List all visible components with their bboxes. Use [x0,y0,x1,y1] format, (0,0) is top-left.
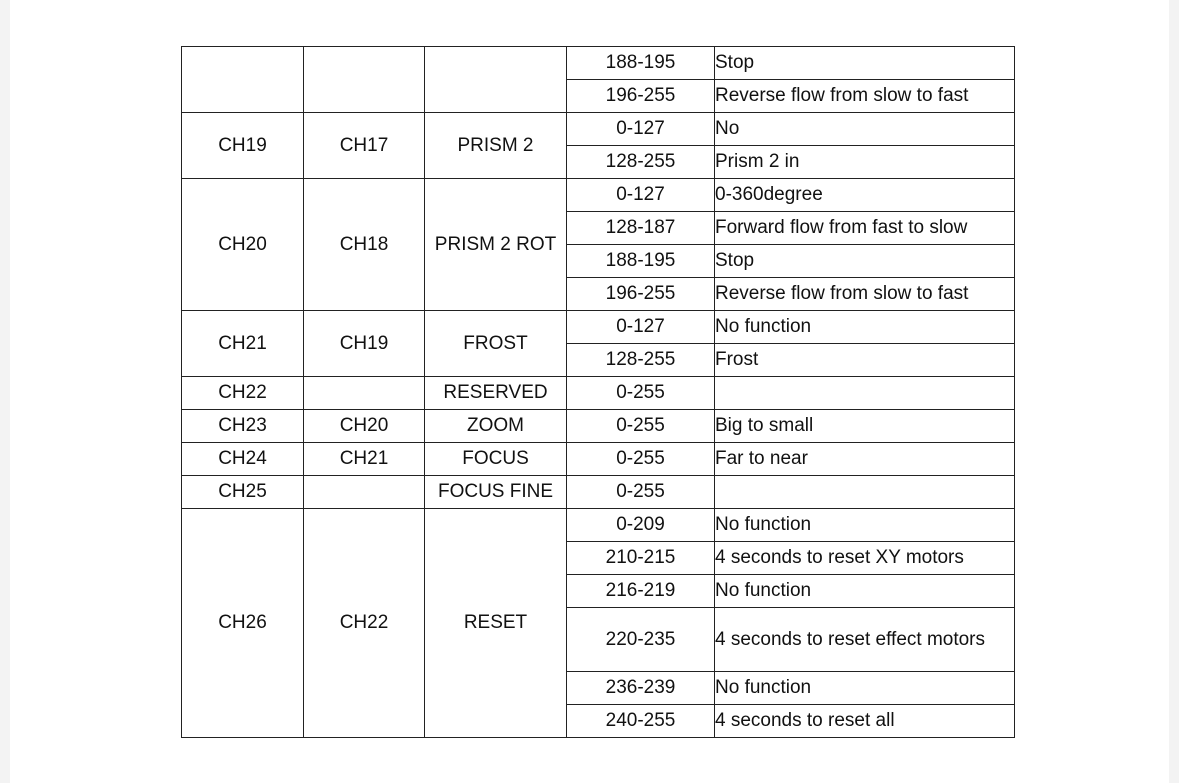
function-name-cell: FROST [425,311,567,377]
value-range-cell: 0-255 [567,377,715,410]
value-range-cell: 128-187 [567,212,715,245]
channel-alt-cell [304,377,425,410]
function-description-cell: Frost [715,344,1015,377]
function-description-cell: No function [715,311,1015,344]
function-description-cell: Prism 2 in [715,146,1015,179]
value-range-cell: 128-255 [567,146,715,179]
table-row [182,476,1015,509]
channel-alt-cell: CH17 [304,113,425,179]
value-range-cell: 188-195 [567,47,715,80]
channel-cell: CH21 [182,311,304,377]
table-row [182,113,1015,146]
function-description-cell: Far to near [715,443,1015,476]
channel-alt-cell [304,476,425,509]
value-range-cell: 0-127 [567,113,715,146]
dmx-channel-table [181,46,1015,738]
channel-cell: CH20 [182,179,304,311]
channel-cell: CH23 [182,410,304,443]
channel-cell: CH19 [182,113,304,179]
channel-cell: CH25 [182,476,304,509]
value-range-cell: 0-127 [567,179,715,212]
function-name-cell: ZOOM [425,410,567,443]
function-description-cell: 4 seconds to reset XY motors [715,542,1015,575]
value-range-cell: 220-235 [567,608,715,672]
table-row [182,179,1015,212]
function-name-cell: PRISM 2 [425,113,567,179]
function-description-cell: Forward flow from fast to slow [715,212,1015,245]
channel-alt-cell: CH22 [304,509,425,738]
value-range-cell: 0-255 [567,476,715,509]
function-description-cell: Reverse flow from slow to fast [715,80,1015,113]
function-name-cell: FOCUS [425,443,567,476]
function-description-cell: 4 seconds to reset all [715,705,1015,738]
channel-cell: CH22 [182,377,304,410]
channel-alt-cell: CH20 [304,410,425,443]
table-row [182,311,1015,344]
value-range-cell: 0-209 [567,509,715,542]
value-range-cell: 196-255 [567,80,715,113]
channel-alt-cell [304,47,425,113]
function-description-cell: Reverse flow from slow to fast [715,278,1015,311]
function-description-cell: Big to small [715,410,1015,443]
value-range-cell: 128-255 [567,344,715,377]
function-name-cell: RESERVED [425,377,567,410]
channel-alt-cell: CH21 [304,443,425,476]
table-row [182,47,1015,80]
value-range-cell: 240-255 [567,705,715,738]
table-row [182,410,1015,443]
table-row [182,509,1015,542]
value-range-cell: 188-195 [567,245,715,278]
channel-cell: CH24 [182,443,304,476]
function-description-cell: 0-360degree [715,179,1015,212]
channel-alt-cell: CH19 [304,311,425,377]
function-description-cell [715,476,1015,509]
value-range-cell: 0-255 [567,443,715,476]
channel-cell [182,47,304,113]
value-range-cell: 0-255 [567,410,715,443]
function-description-cell: 4 seconds to reset effect motors [715,608,1015,672]
function-description-cell: No function [715,672,1015,705]
value-range-cell: 210-215 [567,542,715,575]
function-description-cell: Stop [715,245,1015,278]
value-range-cell: 216-219 [567,575,715,608]
function-description-cell: No function [715,575,1015,608]
channel-cell: CH26 [182,509,304,738]
function-name-cell [425,47,567,113]
function-name-cell: PRISM 2 ROT [425,179,567,311]
table-row [182,443,1015,476]
channel-alt-cell: CH18 [304,179,425,311]
function-description-cell: No [715,113,1015,146]
value-range-cell: 236-239 [567,672,715,705]
function-name-cell: FOCUS FINE [425,476,567,509]
document-page [10,0,1169,783]
function-description-cell [715,377,1015,410]
value-range-cell: 0-127 [567,311,715,344]
value-range-cell: 196-255 [567,278,715,311]
table-row [182,377,1015,410]
function-description-cell: No function [715,509,1015,542]
function-name-cell: RESET [425,509,567,738]
function-description-cell: Stop [715,47,1015,80]
